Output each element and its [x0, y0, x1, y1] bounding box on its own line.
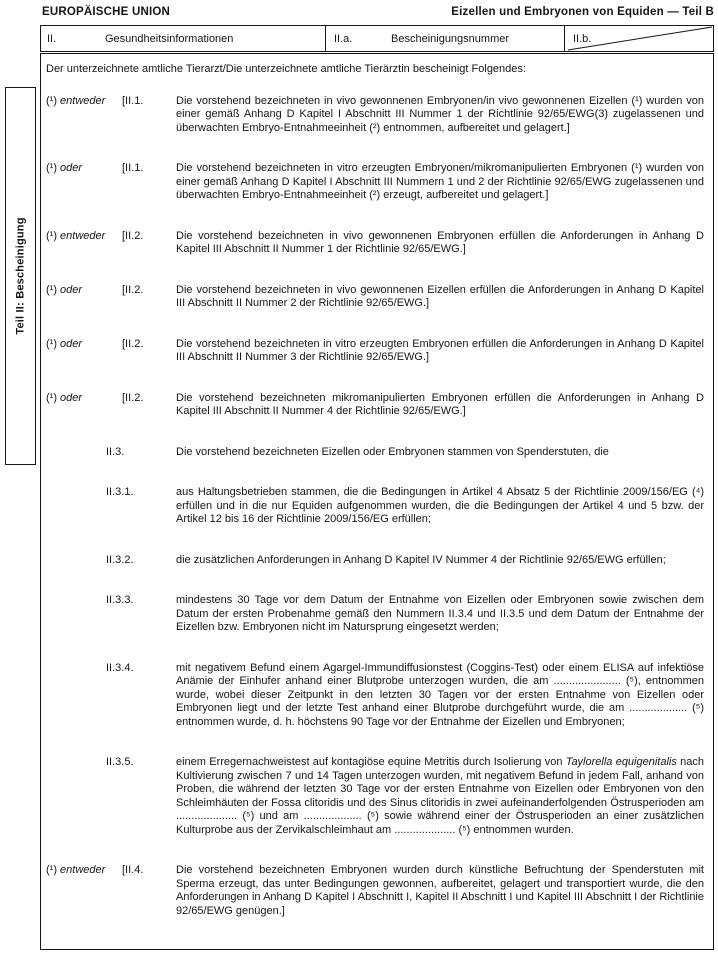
- cell-label: Gesundheitsinformationen: [105, 32, 234, 45]
- clause-option-marker: (¹) entweder: [46, 864, 106, 876]
- clause-text: Die vorstehend bezeichneten in vivo gewonnenen Embryonen erfüllen die Anforderungen in Anhang D Kapitel III Abschnitt II Nummer 1 der Richtlinie 92/65/EWG.]: [176, 229, 704, 255]
- certificate-clause: [46, 756, 704, 837]
- cell-code: II.: [47, 32, 57, 45]
- certificate-clause: [46, 662, 704, 730]
- certificate-clause: [46, 446, 704, 460]
- cell-label: Bescheinigungsnummer: [391, 32, 510, 45]
- certificate-clause: [46, 594, 704, 635]
- cell-code: II.b.: [573, 32, 592, 45]
- clause-text: Die vorstehend bezeichneten Embryonen wurden durch künstliche Befruchtung der Spenderstuten mit Sperma erzeugt, das unter Bedingungen gewonnen, aufbereitet, gelagert und transportiert wurde, die den Anforderungen in Anhang D Kapitel I Abschnitt I, Kapitel II Abschnitt I und Kapitel III Abschnitt I der Richtlinie 92/65/EWG genügen.]: [176, 864, 704, 917]
- clause-code: II.3.: [106, 445, 125, 458]
- certificate-clause: [46, 392, 704, 419]
- clause-option-marker: (¹) oder: [46, 283, 83, 296]
- certificate-clause: [46, 284, 704, 311]
- certificate-clause: [46, 864, 704, 918]
- clause-text: Die vorstehend bezeichneten mikromanipulierten Embryonen erfüllen die Anforderungen in Anhang D Kapitel III Abschnitt II Nummer 4 der Richtlinie 92/65/EWG.]: [176, 391, 704, 417]
- clause-code: II.3.1.: [106, 486, 134, 498]
- clause-option-marker: (¹) oder: [46, 337, 83, 350]
- certificate-number-cell: [325, 25, 565, 52]
- clause-text: aus Haltungsbetrieben stammen, die die Bedingungen in Artikel 4 Absatz 5 der Richtlinie 2009/156/EG (⁴) erfüllen und in die nur Equiden aufgenommen wurden, die die Bedingungen der Artikel 4 und 5 bzw. der Artikel 12 bis 16 der Richtlinie 2009/156/EG erfüllen;: [176, 486, 704, 525]
- part-ii-sidebar: [5, 87, 36, 465]
- clause-code: II.3.2.: [106, 553, 134, 566]
- clause-option-marker: (¹) oder: [46, 162, 83, 174]
- clause-text: mit negativem Befund einem Agargel-Immundiffusionstest (Coggins-Test) oder einem ELISA auf infektiöse Anämie der Einhufer anhand einer Blutprobe unterzogen wurden, die am ...................... (⁵), entnommen wurde, wobei dieser Zeitpunkt in den letzten 30 Tagen vor der ersten Entnahme von Eizellen oder Embryonen liegt und der letzte Test anhand einer Blutprobe durchgeführt wurde, die am ................... (⁵) entnommen wurde, d. h. höchstens 90 Tage vor der Entnahme der Eizellen und Embryonen;: [176, 661, 704, 728]
- certificate-clause: [46, 554, 704, 568]
- clause-option-marker: (¹) entweder: [46, 94, 106, 107]
- certificate-clause: [46, 230, 704, 257]
- certificate-type-title: Eizellen und Embryonen von Equiden — Teil B: [451, 6, 714, 18]
- certificate-clause: [46, 338, 704, 365]
- certificate-intro: Der unterzeichnete amtliche Tierarzt/Die unterzeichnete amtliche Tierärztin bescheinigt Folgendes:: [46, 63, 526, 75]
- certificate-body: [40, 53, 714, 950]
- clause-option-marker: (¹) entweder: [46, 229, 106, 242]
- clause-code: II.3.5.: [106, 756, 134, 768]
- clause-text: Die vorstehend bezeichneten Eizellen oder Embryonen stammen von Spenderstuten, die: [176, 445, 609, 458]
- clause-code: [II.2.: [122, 337, 144, 350]
- clause-option-marker: (¹) oder: [46, 391, 83, 404]
- sidebar-label: Teil II: Bescheinigung: [14, 217, 27, 335]
- clause-code: [II.2.: [122, 229, 144, 242]
- clause-text: Die vorstehend bezeichneten in vivo gewonnenen Eizellen erfüllen die Anforderungen in Anhang D Kapitel III Abschnitt II Nummer 2 der Richtlinie 92/65/EWG.]: [176, 283, 704, 309]
- clause-text: Die vorstehend bezeichneten in vivo gewonnenen Embryonen/in vivo gewonnenen Eizellen (¹) wurden von einer gemäß Anhang D Kapitel I Abschnitt III Nummer 1 der Richtlinie 92/65/EWG(3) zugelassenen und überwachten Embryo-Entnahmeeinheit (²) entnommen, aufbereitet und gelagert.]: [176, 94, 704, 134]
- clause-code: [II.4.: [122, 864, 144, 876]
- cell-code: II.a.: [334, 32, 353, 45]
- certificate-clause: [46, 486, 704, 527]
- clause-list: [46, 95, 704, 919]
- health-information-cell: [40, 25, 326, 52]
- clause-code: [II.2.: [122, 391, 144, 404]
- clause-text: einem Erregernachweistest auf kontagiöse equine Metritis durch Isolierung von Taylorella equigenitalis nach Kultivierung zwischen 7 und 14 Tagen unterzogen wurden, mit negativem Befund in jedem Fall, anhand von Proben, die während der letzten 30 Tage vor der ersten Entnahme von Eizellen oder Embryonen von den Schleimhäuten der Fossa clitoridis und des Sinus clitoridis in zwei aufeinanderfolgenden Östrusperioden am .................... (⁵) und am ................... (⁵) sowie während einer der Östrusperioden an einer zusätzlichen Kulturprobe aus der Zervikalschleimhaut am .................... (⁵) entnommen wurden.: [176, 756, 704, 836]
- clause-code: II.3.3.: [106, 594, 134, 606]
- certificate-clause: [46, 95, 704, 136]
- clause-code: [II.2.: [122, 283, 144, 296]
- clause-text: Die vorstehend bezeichneten in vitro erzeugten Embryonen/mikromanipulierten Embryonen (¹) wurden von einer gemäß Anhang D Kapitel I Abschnitt III Nummern 1 und 2 der Richtlinie 92/65/EWG zugelassenen und überwachten Embryo-Entnahmeeinheit (²) erzeugt, aufbereitet und gelagert.]: [176, 162, 704, 201]
- clause-text: die zusätzlichen Anforderungen in Anhang D Kapitel IV Nummer 4 der Richtlinie 92/65/EWG erfüllen;: [176, 553, 666, 566]
- certificate-clause: [46, 162, 704, 203]
- diagonal-strike-line: [565, 26, 713, 51]
- clause-code: [II.1.: [122, 94, 144, 107]
- clause-code: II.3.4.: [106, 661, 134, 674]
- iib-cell: [564, 25, 714, 52]
- clause-text: mindestens 30 Tage vor dem Datum der Entnahme von Eizellen oder Embryonen sowie zwischen dem Datum der ersten Probenahme gemäß den Nummern II.3.4 und II.3.5 und dem Datum der Entnahme der Eizellen bzw. Embryonen nicht im Natursprung eingesetzt werden;: [176, 594, 704, 633]
- clause-code: [II.1.: [122, 162, 144, 174]
- clause-text: Die vorstehend bezeichneten in vitro erzeugten Embryonen erfüllen die Anforderungen in Anhang D Kapitel III Abschnitt II Nummer 3 der Richtlinie 92/65/EWG.]: [176, 337, 704, 363]
- union-title: EUROPÄISCHE UNION: [42, 6, 170, 18]
- info-header-table: [40, 25, 714, 52]
